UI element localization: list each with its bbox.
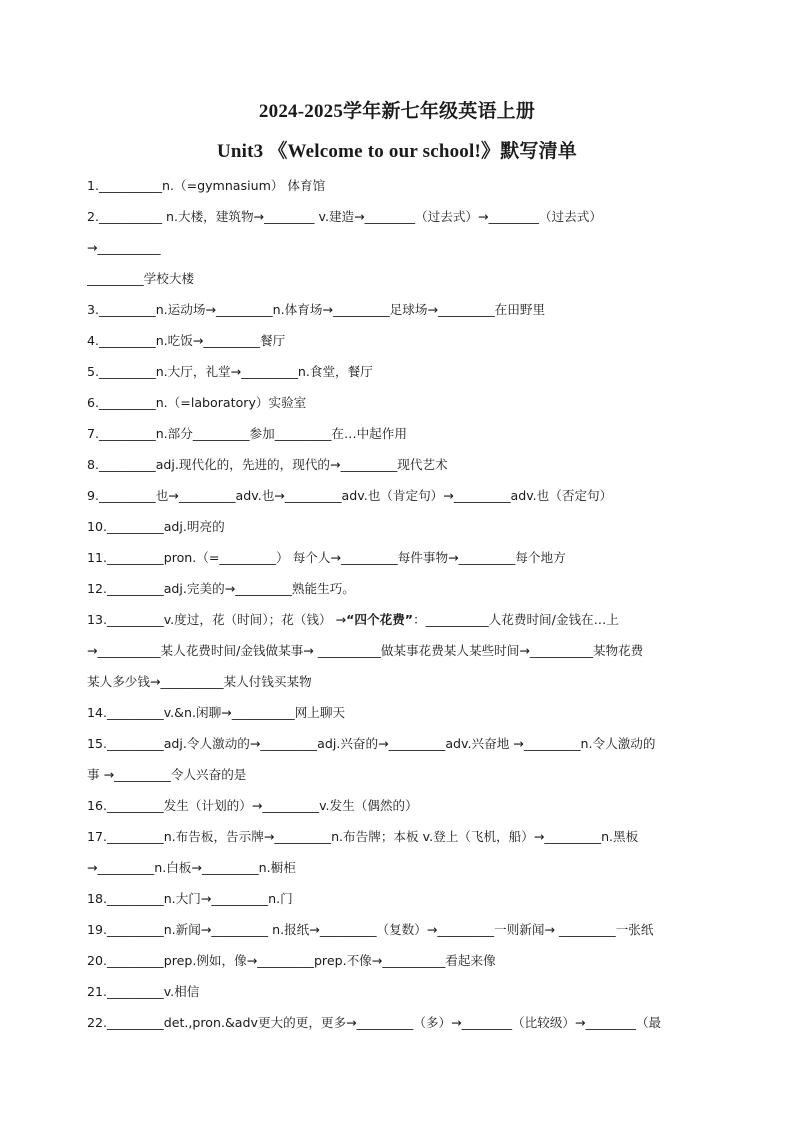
list-line: 8._________adj.现代化的，先进的，现代的→_________现代艺术 [87,457,448,472]
list-line: 20._________prep.例如，像→_________prep.不像→__________看起来像 [87,953,496,968]
list-line: 某人多少钱→__________某人付钱买某物 [87,674,312,689]
list-line: 18._________n.大门→_________n.门 [87,891,293,906]
list-line: 22._________det.,pron.&adv更大的更，更多→_________（多）→________（比较级）→________（最 [87,1015,662,1030]
list-line: 5._________n.大厅，礼堂→_________n.食堂，餐厅 [87,364,373,379]
list-line: 17._________n.布告板，告示牌→_________n.布告牌；本板 v.登上（飞机，船）→_________n.黑板 [87,829,639,844]
list-line: 19._________n.新闻→_________ n.报纸→_________（复数）→_________一则新闻→ _________一张纸 [87,922,654,937]
list-line: 1.__________n.（=gymnasium） 体育馆 [87,178,326,193]
list-line: 4._________n.吃饭→_________餐厅 [87,333,286,348]
list-line: →__________某人花费时间/金钱做某事→ __________做某事花费某人某些时间→__________某物花费 [87,643,644,658]
list-line: 7._________n.部分_________参加_________在…中起作用 [87,426,407,441]
list-line: →_________n.白板→_________n.橱柜 [87,860,296,875]
list-line: 15._________adj.令人激动的→_________adj.兴奋的→_________adv.兴奋地 →_________n.令人激动的 [87,736,656,751]
list-line: 3._________n.运动场→_________n.体育场→_________足球场→_________在田野里 [87,302,546,317]
list-line: 13._________v.度过，花（时间）；花（钱） →“四个花费”：__________人花费时间/金钱在…上 [87,612,619,627]
list-line: 2.__________ n.大楼，建筑物→________ v.建造→________（过去式）→________（过去式） [87,209,602,224]
list-line: 11._________pron.（=_________） 每个人→_________每件事物→_________每个地方 [87,550,566,565]
list-line: _________学校大楼 [87,271,195,286]
bold-phrase: “四个花费” [346,612,414,627]
list-line: 21._________v.相信 [87,984,200,999]
list-line: 16._________发生（计划的）→_________v.发生（偶然的） [87,798,418,813]
dictation-list [87,172,709,1040]
list-line: 10._________adj.明亮的 [87,519,225,534]
document-title: 2024-2025学年新七年级英语上册 [258,101,536,122]
list-line: 事 →_________令人兴奋的是 [87,767,247,782]
list-line: 9._________也→_________adv.也→_________adv.也（肯定句）→_________adv.也（否定句） [87,488,613,503]
document-subtitle: Unit3 《Welcome to our school!》默写清单 [216,141,578,162]
list-line: 6._________n.（=laboratory）实验室 [87,395,307,410]
list-line: 12._________adj.完美的→_________熟能生巧。 [87,581,355,596]
list-line: 14._________v.&n.闲聊→__________网上聊天 [87,705,346,720]
list-line: →__________ [87,240,161,255]
